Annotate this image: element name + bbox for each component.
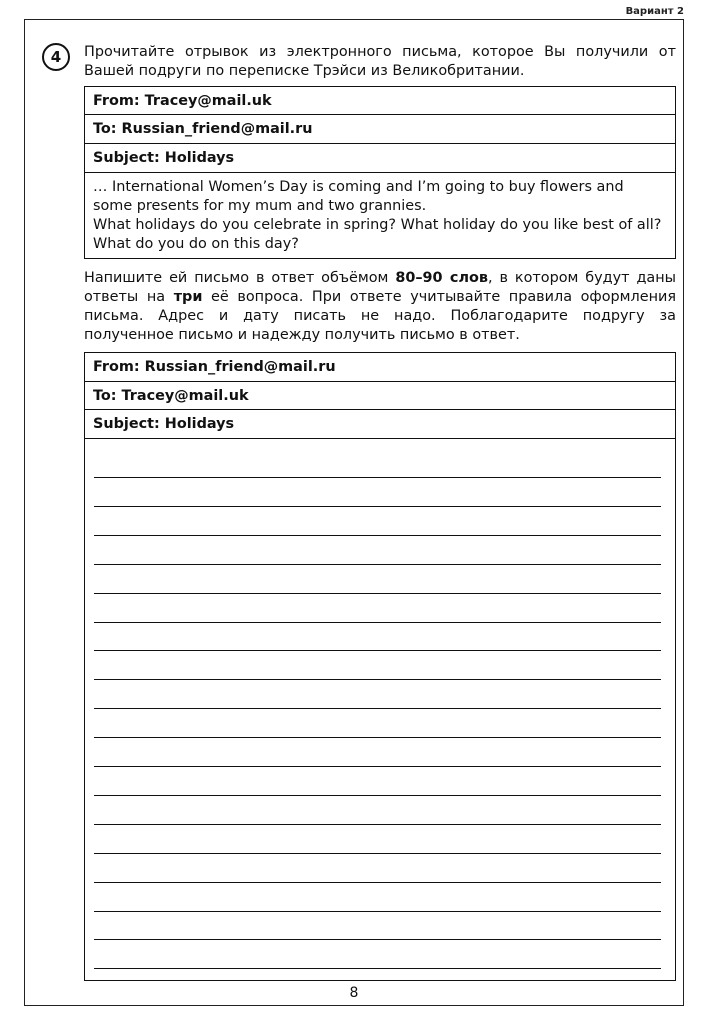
incoming-from: From: Tracey@mail.uk [85, 87, 675, 115]
task-instructions [84, 269, 676, 345]
instructions-part-3: её вопроса. При ответе учитывайте правила оформления письма. Адрес и дату писать не надо. Поблагодарите подругу за полученное письмо и надежду получить письмо в ответ. [84, 289, 676, 343]
answer-line[interactable] [94, 477, 661, 478]
questions-count: три [173, 289, 203, 305]
word-count-requirement: 80–90 слов [395, 270, 488, 286]
reply-to: To: Tracey@mail.uk [85, 382, 675, 410]
answer-line[interactable] [94, 911, 661, 912]
incoming-body [85, 173, 675, 258]
answer-line[interactable] [94, 939, 661, 940]
answer-line[interactable] [94, 650, 661, 651]
task-number-badge: 4 [42, 43, 70, 71]
answer-line[interactable] [94, 593, 661, 594]
page-number: 8 [349, 985, 359, 1001]
answer-line[interactable] [94, 795, 661, 796]
answer-line[interactable] [94, 968, 661, 969]
variant-label: Вариант 2 [625, 6, 684, 17]
answer-line[interactable] [94, 564, 661, 565]
answer-writing-area[interactable] [85, 439, 675, 980]
answer-line[interactable] [94, 882, 661, 883]
instructions-part-1: Напишите ей письмо в ответ объёмом [84, 270, 396, 286]
task-intro: Прочитайте отрывок из электронного письма, которое Вы получили от Вашей подруги по переписке Трэйси из Великобритании. [84, 44, 676, 79]
incoming-subject: Subject: Holidays [85, 144, 675, 173]
answer-line[interactable] [94, 679, 661, 680]
incoming-email-box [84, 86, 676, 259]
reply-from: From: Russian_friend@mail.ru [85, 353, 675, 382]
reply-email-box [84, 352, 676, 981]
reply-subject: Subject: Holidays [85, 410, 675, 439]
answer-line[interactable] [94, 535, 661, 536]
answer-line[interactable] [94, 622, 661, 623]
answer-line[interactable] [94, 766, 661, 767]
answer-line[interactable] [94, 737, 661, 738]
incoming-body-line-2: What holidays do you celebrate in spring? What holiday do you like best of all? What do you do on this day? [93, 217, 662, 252]
answer-line[interactable] [94, 824, 661, 825]
answer-line[interactable] [94, 853, 661, 854]
incoming-body-line-1: … International Women’s Day is coming and I’m going to buy flowers and some presents for my mum and two grannies. [93, 179, 624, 214]
answer-line[interactable] [94, 708, 661, 709]
instructions-part-2: , в котором будут даны ответы на [84, 270, 676, 305]
incoming-to: To: Russian_friend@mail.ru [85, 115, 675, 144]
answer-line[interactable] [94, 506, 661, 507]
